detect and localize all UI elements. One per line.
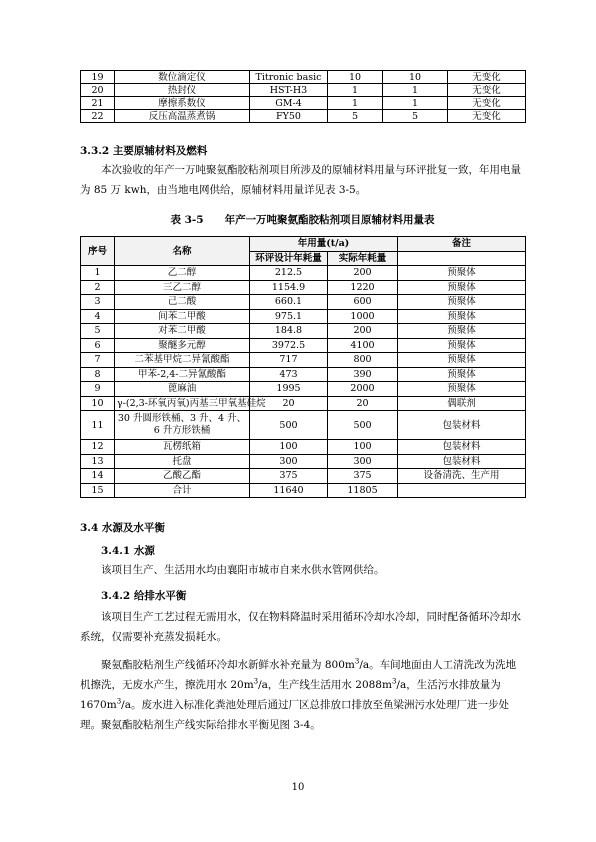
header-no: 序号 (81, 237, 115, 266)
header-planned: 环评设计年耗量 (250, 251, 328, 266)
equipment-cell-model: GM-4 (250, 97, 328, 110)
material-cell-remark: 预聚体 (398, 367, 526, 382)
material-cell-no: 1 (81, 266, 115, 281)
material-cell-actual: 200 (328, 324, 398, 339)
material-cell-no: 4 (81, 309, 115, 324)
material-row (81, 454, 526, 469)
section-heading-3-4: 3.4 水源及水平衡 (80, 522, 165, 534)
material-cell-remark: 预聚体 (398, 280, 526, 295)
material-row (81, 411, 526, 440)
material-cell-planned: 660.1 (250, 295, 328, 310)
header-remark-blank (398, 251, 526, 266)
material-row (81, 353, 526, 368)
material-cell-no: 7 (81, 353, 115, 368)
material-cell-no: 11 (81, 411, 115, 440)
material-cell-actual: 600 (328, 295, 398, 310)
equipment-cell-planned: 5 (328, 110, 383, 123)
material-cell-no: 13 (81, 454, 115, 469)
material-cell-actual: 2000 (328, 382, 398, 397)
material-cell-remark: 预聚体 (398, 295, 526, 310)
water-text-1: 聚氨酯胶粘剂生产线循环冷却水新鲜水补充量为 800m (101, 659, 355, 671)
material-cell-actual: 500 (328, 411, 398, 440)
equipment-cell-actual: 10 (383, 71, 448, 84)
material-cell-no: 8 (81, 367, 115, 382)
material-cell-actual: 11805 (328, 483, 398, 498)
material-cell-no: 12 (81, 440, 115, 455)
material-cell-actual: 100 (328, 440, 398, 455)
water-balance-paragraph-1: 该项目生产工艺过程无需用水，仅在物料降温时采用循环冷却水冷却，同时配备循环冷却水系统，仅需要补充蒸发损耗水。 (80, 611, 521, 643)
equipment-cell-change: 无变化 (448, 71, 526, 84)
material-cell-remark: 偶联剂 (398, 396, 526, 411)
material-row (81, 280, 526, 295)
material-cell-remark: 预聚体 (398, 353, 526, 368)
water-balance-paragraph-2 (80, 655, 525, 735)
material-cell-remark: 包装材料 (398, 454, 526, 469)
material-cell-no: 10 (81, 396, 115, 411)
header-name: 名称 (115, 237, 250, 266)
material-cell-name: 对苯二甲酸 (115, 324, 250, 339)
material-cell-planned: 212.5 (250, 266, 328, 281)
materials-intro-paragraph: 本次验收的年产一万吨聚氨酯胶粘剂项目所涉及的原辅材料用量与环评批复一致，年用电量为 85 万 kwh，由当地电网供给，原辅材料用量详见表 3-5。 (80, 164, 521, 196)
material-cell-name: 瓦楞纸箱 (115, 440, 250, 455)
material-cell-name: 甲苯-2,4-二异氰酸酯 (115, 367, 250, 382)
equipment-cell-no: 22 (81, 110, 115, 123)
equipment-cell-change: 无变化 (448, 110, 526, 123)
material-row (81, 483, 526, 498)
material-row (81, 324, 526, 339)
equipment-cell-model: FY50 (250, 110, 328, 123)
material-cell-planned: 473 (250, 367, 328, 382)
material-cell-name: 乙酸乙酯 (115, 469, 250, 484)
material-row (81, 382, 526, 397)
material-cell-remark: 预聚体 (398, 309, 526, 324)
material-cell-actual: 800 (328, 353, 398, 368)
superscript-3: 3 (354, 657, 360, 666)
material-cell-planned: 717 (250, 353, 328, 368)
water-text-3: /a，生产线生活用水 2088m (258, 679, 392, 691)
material-cell-no: 15 (81, 483, 115, 498)
equipment-row (81, 84, 526, 97)
material-cell-planned: 500 (250, 411, 328, 440)
material-row (81, 440, 526, 455)
material-cell-actual: 375 (328, 469, 398, 484)
equipment-cell-no: 20 (81, 84, 115, 97)
equipment-cell-actual: 1 (383, 97, 448, 110)
material-cell-remark (398, 483, 526, 498)
material-cell-planned: 20 (250, 396, 328, 411)
material-cell-name: 乙二醇 (115, 266, 250, 281)
material-row (81, 295, 526, 310)
equipment-cell-actual: 5 (383, 110, 448, 123)
material-cell-actual: 1000 (328, 309, 398, 324)
water-text-2: /a。车间地面由人工清洗改为洗地机擦洗，无废水产生，擦洗用水 20m (80, 659, 517, 691)
material-cell-planned: 300 (250, 454, 328, 469)
equipment-cell-planned: 10 (328, 71, 383, 84)
materials-table (80, 236, 526, 498)
material-cell-no: 5 (81, 324, 115, 339)
material-cell-planned: 100 (250, 440, 328, 455)
table-caption: 表 3-5 年产一万吨聚氨酯胶粘剂项目原辅材料用量表 (170, 214, 435, 226)
section-heading-3-3-2: 3.3.2 主要原辅材料及燃料 (80, 145, 208, 157)
material-cell-no: 2 (81, 280, 115, 295)
material-cell-planned: 1154.9 (250, 280, 328, 295)
header-actual: 实际年耗量 (328, 251, 398, 266)
material-row (81, 469, 526, 484)
material-row (81, 338, 526, 353)
equipment-cell-model: Titronic basic (250, 71, 328, 84)
material-cell-name: 聚醚多元醇 (115, 338, 250, 353)
equipment-cell-name: 反压高温蒸煮锅 (115, 110, 250, 123)
equipment-cell-actual: 1 (383, 84, 448, 97)
material-cell-no: 6 (81, 338, 115, 353)
material-cell-planned: 375 (250, 469, 328, 484)
material-cell-planned: 11640 (250, 483, 328, 498)
material-cell-name: 间苯二甲酸 (115, 309, 250, 324)
section-heading-3-4-1: 3.4.1 水源 (101, 545, 155, 557)
superscript-3: 3 (253, 677, 259, 686)
equipment-cell-planned: 1 (328, 97, 383, 110)
water-text-4: /a，生活污水排放量为 1670m (80, 679, 501, 711)
section-heading-3-4-2: 3.4.2 给排水平衡 (101, 590, 187, 602)
material-row (81, 367, 526, 382)
equipment-cell-planned: 1 (328, 84, 383, 97)
material-row (81, 396, 526, 411)
material-cell-actual: 20 (328, 396, 398, 411)
page-number: 10 (291, 782, 305, 793)
header-remark: 备注 (398, 237, 526, 252)
material-cell-planned: 1995 (250, 382, 328, 397)
material-cell-actual: 300 (328, 454, 398, 469)
equipment-cell-model: HST-H3 (250, 84, 328, 97)
equipment-cell-change: 无变化 (448, 97, 526, 110)
material-cell-no: 9 (81, 382, 115, 397)
equipment-cell-name: 摩擦系数仪 (115, 97, 250, 110)
material-cell-actual: 390 (328, 367, 398, 382)
material-cell-name: 蓖麻油 (115, 382, 250, 397)
equipment-cell-no: 21 (81, 97, 115, 110)
equipment-row (81, 110, 526, 123)
equipment-table (80, 70, 526, 123)
equipment-cell-change: 无变化 (448, 84, 526, 97)
material-cell-name: γ-(2,3-环氧丙氧)丙基三甲氧基硅烷 (115, 396, 250, 411)
equipment-row (81, 97, 526, 110)
equipment-cell-name: 数位滴定仪 (115, 71, 250, 84)
superscript-3: 3 (391, 677, 397, 686)
material-cell-name: 30 升圆形铁桶、3 升、4 升、6 升方形铁桶 (115, 411, 250, 440)
material-cell-planned: 975.1 (250, 309, 328, 324)
material-cell-remark: 预聚体 (398, 338, 526, 353)
material-cell-name: 二苯基甲烷二异氰酸酯 (115, 353, 250, 368)
equipment-row (81, 71, 526, 84)
water-text-5: /a。废水进入标准化粪池处理后通过厂区总排放口排放至鱼梁洲污水处理厂进一步处理。聚氨酯胶粘剂生产线实际给排水平衡见图 3-4。 (80, 699, 509, 731)
material-cell-remark: 预聚体 (398, 266, 526, 281)
material-cell-actual: 200 (328, 266, 398, 281)
material-cell-no: 14 (81, 469, 115, 484)
material-cell-planned: 3972.5 (250, 338, 328, 353)
equipment-cell-no: 19 (81, 71, 115, 84)
material-cell-remark: 预聚体 (398, 382, 526, 397)
header-usage: 年用量(t/a) (250, 237, 398, 252)
material-row (81, 309, 526, 324)
material-cell-remark: 设备清洗、生产用 (398, 469, 526, 484)
superscript-3: 3 (116, 697, 122, 706)
material-cell-remark: 预聚体 (398, 324, 526, 339)
material-cell-planned: 184.8 (250, 324, 328, 339)
material-cell-name: 合计 (115, 483, 250, 498)
material-row (81, 266, 526, 281)
material-cell-name: 三乙二醇 (115, 280, 250, 295)
material-cell-actual: 4100 (328, 338, 398, 353)
material-cell-remark: 包装材料 (398, 440, 526, 455)
material-cell-actual: 1220 (328, 280, 398, 295)
material-cell-no: 3 (81, 295, 115, 310)
material-cell-name: 己二酸 (115, 295, 250, 310)
material-cell-name: 托盘 (115, 454, 250, 469)
equipment-cell-name: 热封仪 (115, 84, 250, 97)
water-source-paragraph: 该项目生产、生活用水均由襄阳市城市自来水供水管网供给。 (101, 564, 385, 576)
material-cell-remark: 包装材料 (398, 411, 526, 440)
